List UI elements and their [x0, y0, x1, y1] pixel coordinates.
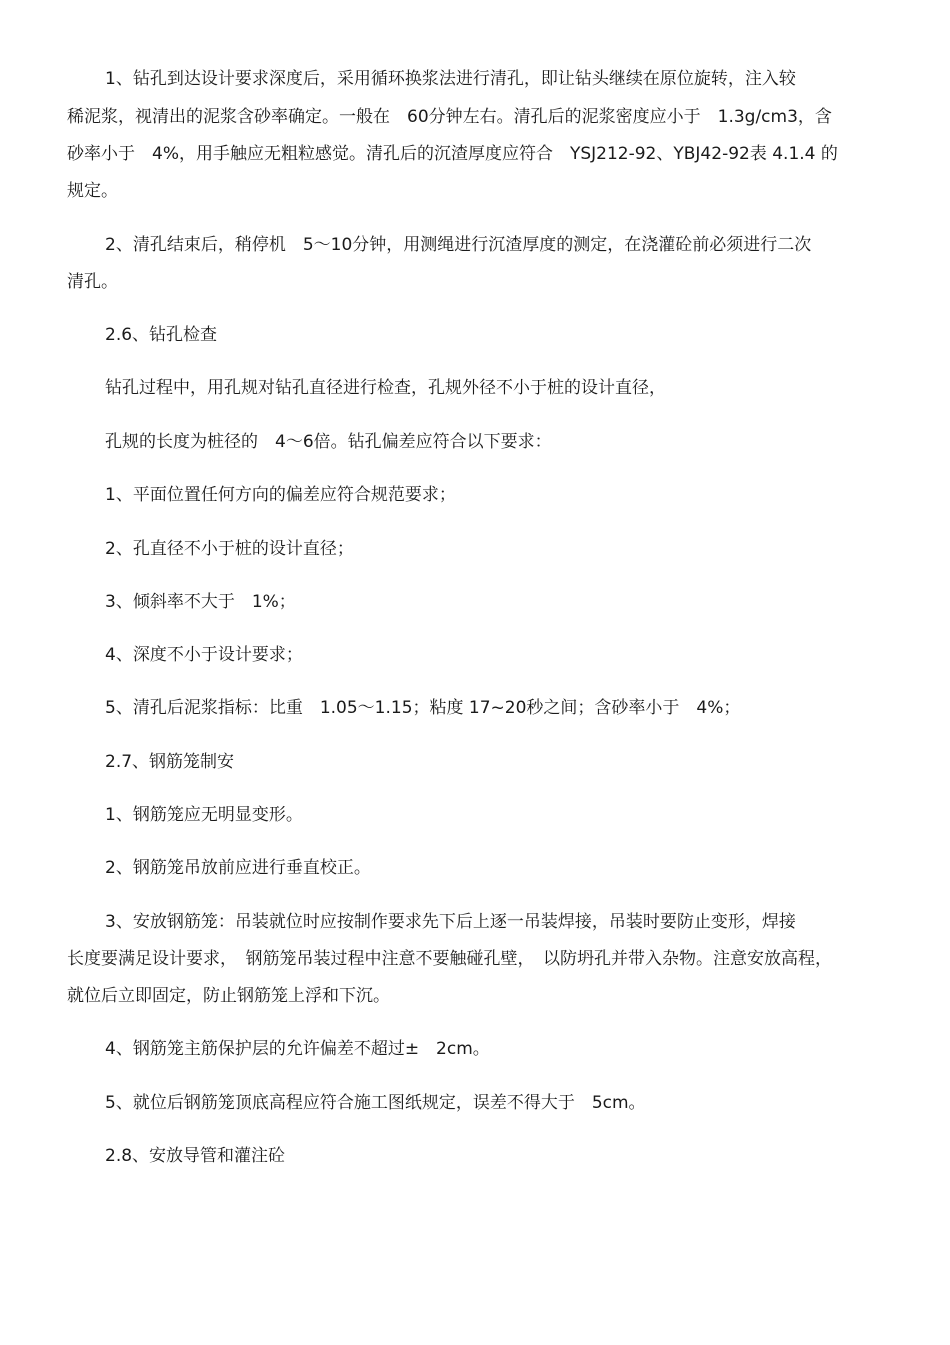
paragraph-line: 钻孔过程中，用孔规对钻孔直径进行检查，孔规外径不小于桩的设计直径，: [105, 378, 666, 398]
list-item: 1、平面位置任何方向的偏差应符合规范要求；: [105, 485, 456, 505]
section-heading: 2.7、钢筋笼制安: [105, 752, 235, 772]
paragraph-line: 2、清孔结束后，稍停机 5～10分钟，用测绳进行沉渣厚度的测定，在浇灌砼前必须进行二次: [105, 235, 812, 255]
paragraph-line: 1、钻孔到达设计要求深度后，采用循环换浆法进行清孔，即让钻头继续在原位旋转，注入较: [105, 69, 796, 89]
list-item: 4、钢筋笼主筋保护层的允许偏差不超过± 2cm。: [105, 1039, 490, 1059]
paragraph-line: 规定。: [67, 181, 118, 201]
list-item: 2、钢筋笼吊放前应进行垂直校正。: [105, 858, 371, 878]
paragraph-line: 砂率小于 4%，用手触应无粗粒感觉。清孔后的沉渣厚度应符合 YSJ212-92、YBJ42-92表 4.1.4 的: [67, 144, 838, 164]
list-item: 3、倾斜率不大于 1%；: [105, 592, 296, 612]
paragraph-line: 就位后立即固定，防止钢筋笼上浮和下沉。: [67, 986, 390, 1006]
section-heading: 2.8、安放导管和灌注砼: [105, 1146, 286, 1166]
list-item: 1、钢筋笼应无明显变形。: [105, 805, 303, 825]
list-item: 5、就位后钢筋笼顶底高程应符合施工图纸规定，误差不得大于 5cm。: [105, 1093, 646, 1113]
paragraph-line: 3、安放钢筋笼：吊装就位时应按制作要求先下后上逐一吊装焊接，吊装时要防止变形，焊接: [105, 912, 796, 932]
paragraph-line: 孔规的长度为桩径的 4～6倍。钻孔偏差应符合以下要求：: [105, 432, 552, 452]
list-item: 4、深度不小于设计要求；: [105, 645, 303, 665]
paragraph-line: 长度要满足设计要求， 钢筋笼吊装过程中注意不要触碰孔壁， 以防坍孔并带入杂物。注意安放高程，: [67, 949, 832, 969]
paragraph-line: 清孔。: [67, 272, 118, 292]
list-item: 2、孔直径不小于桩的设计直径；: [105, 539, 354, 559]
list-item: 5、清孔后泥浆指标：比重 1.05～1.15；粘度 17~20秒之间；含砂率小于 4%；: [105, 698, 741, 718]
paragraph-line: 稀泥浆，视清出的泥浆含砂率确定。一般在 60分钟左右。清孔后的泥浆密度应小于 1.3g/cm3，含: [67, 107, 832, 127]
section-heading: 2.6、钻孔检查: [105, 325, 218, 345]
